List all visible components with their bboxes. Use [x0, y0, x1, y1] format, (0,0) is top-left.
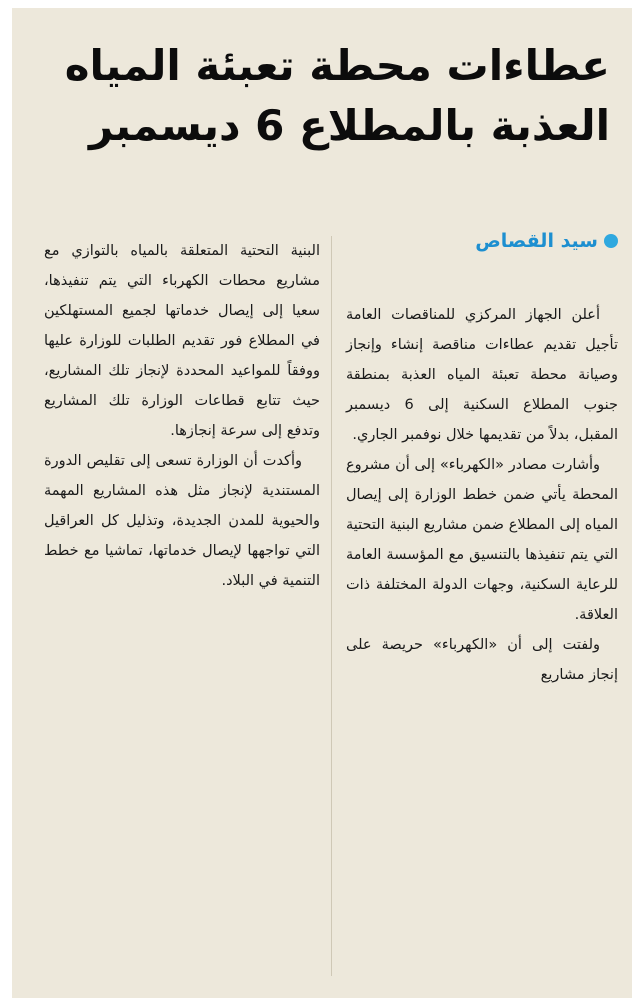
paragraph: وأشارت مصادر «الكهرباء» إلى أن مشروع المحطة يأتي ضمن خطط الوزارة إلى إيصال المياه إلى المطلاع ضمن مشاريع البنية التحتية التي يتم تنفيذها بالتنسيق مع المؤسسة العامة للرعاية السكنية، وجهات الدولة المختلفة ذات العلاقة.: [346, 457, 618, 623]
article-column-left: [44, 236, 320, 596]
paragraph: أعلن الجهاز المركزي للمناقصات العامة تأجيل تقديم عطاءات مناقصة إنشاء وإنجاز وصيانة محطة تعبئة المياه العذبة بمنطقة جنوب المطلاع السكنية إلى 6 ديسمبر المقبل، بدلاً من تقديمها خلال نوفمبر الجاري.: [346, 307, 619, 443]
paragraph: البنية التحتية المتعلقة بالمياه بالتوازي مع مشاريع محطات الكهرباء التي يتم تنفيذها، سعيا إلى إيصال خدماتها لجميع المستهلكين في المطلاع فور تقديم الطلبات للوزارة عليها ووفقاً للمواعيد المحددة لإنجاز تلك المشاريع، حيث تتابع قطاعات الوزارة تلك المشاريع وتدفع إلى سرعة إنجازها.: [44, 243, 320, 439]
bullet-dot-icon: [604, 234, 618, 248]
paragraph: وأكدت أن الوزارة تسعى إلى تقليص الدورة المستندية لإنجاز مثل هذه المشاريع المهمة والحيوية للمدن الجديدة، وتذليل كل العراقيل التي تواجهها لإيصال خدماتها، تماشيا مع خطط التنمية في البلاد.: [44, 453, 320, 589]
column-divider: [331, 236, 332, 976]
article-column-right: [346, 300, 618, 690]
headline: [26, 36, 610, 156]
byline: [338, 230, 618, 252]
headline-line-2: العذبة بالمطلاع 6 ديسمبر: [89, 101, 610, 150]
author-name: سيد القصاص: [475, 230, 598, 252]
headline-line-1: عطاءات محطة تعبئة المياه: [64, 41, 610, 90]
newspaper-clipping: [12, 8, 632, 998]
paragraph: ولفتت إلى أن «الكهرباء» حريصة على إنجاز مشاريع: [346, 637, 618, 683]
